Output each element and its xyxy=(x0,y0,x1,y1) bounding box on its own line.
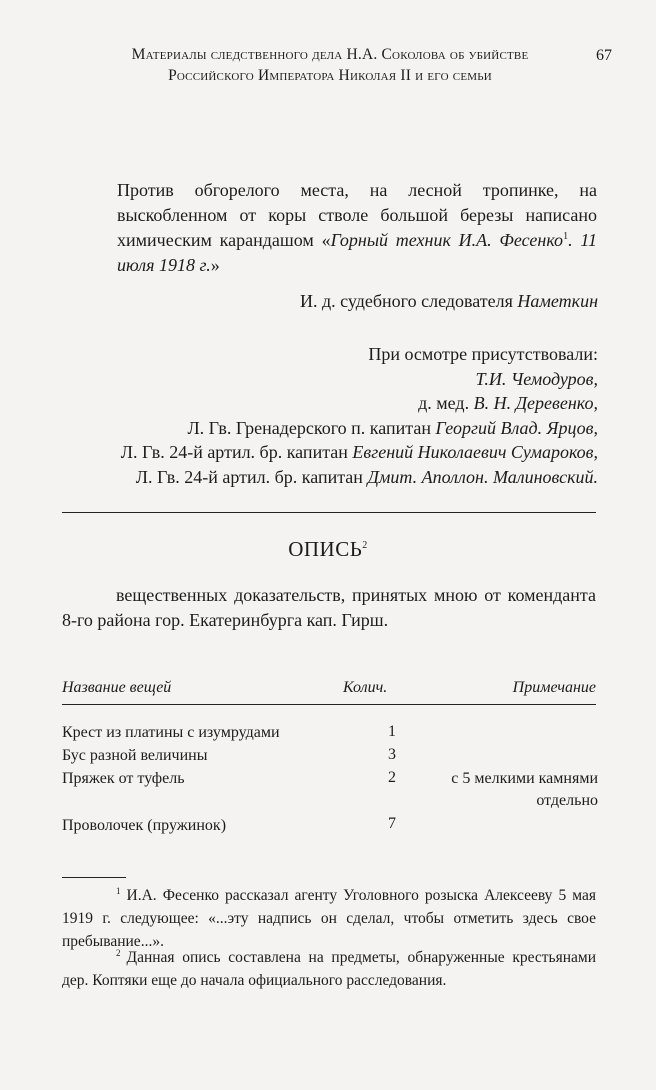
footnote-ref-2: 2 xyxy=(362,540,368,551)
inscription-date: . 11 июля 1918 г. xyxy=(117,230,597,275)
inscription-author: Горный техник И.А. Фесенко xyxy=(330,230,564,250)
signature-name: Наметкин xyxy=(517,291,598,311)
witness-3 xyxy=(121,416,598,441)
inventory-subtitle: вещественных доказательств, принятых мною от коменданта 8-го района гор. Екатеринбурга кап. Гирш. xyxy=(62,585,596,630)
header-line-2: Российского Императора Николая II и его семьи xyxy=(168,67,492,84)
row-1-qty: 1 xyxy=(388,723,396,740)
witness-5-title: Л. Гв. 24-й артил. бр. капитан xyxy=(135,466,368,487)
row-3-name: Пряжек от туфель xyxy=(62,770,185,787)
witness-1 xyxy=(121,367,598,392)
running-header xyxy=(60,44,600,86)
footnote-separator xyxy=(62,877,126,878)
witness-1-name: Т.И. Чемодуров, xyxy=(475,368,598,389)
witnesses-heading: При осмотре присутствовали: xyxy=(368,344,598,364)
witness-3-name: Георгий Влад. Ярцов, xyxy=(435,417,598,438)
column-header-name: Название вещей xyxy=(62,679,172,696)
witnesses-block xyxy=(121,342,598,489)
row-4-qty: 7 xyxy=(388,815,396,832)
paragraph-close-quote: » xyxy=(210,255,220,275)
column-header-qty: Колич. xyxy=(343,679,388,696)
witness-3-title: Л. Гв. Гренадерского п. капитан xyxy=(187,417,436,438)
footnote-2-text: Данная опись составлена на предметы, обнаруженные крестьянами дер. Коптяки еще до начала официального расследования. xyxy=(62,949,596,989)
witness-2-name: В. Н. Деревенко, xyxy=(473,393,598,413)
witness-4 xyxy=(121,440,598,465)
footnote-2 xyxy=(62,946,596,992)
footnote-1 xyxy=(62,884,596,953)
footnote-1-text: И.А. Фесенко рассказал агенту Уголовного розыска Алексееву 5 мая 1919 г. следующее: «...эту надпись он сделал, чтобы отметить здесь свое пребывание...». xyxy=(62,887,596,950)
footnote-1-mark: 1 xyxy=(116,885,121,896)
row-3-note: с 5 мелкими камнями отдельно xyxy=(451,770,598,809)
section-divider xyxy=(62,512,596,513)
witness-5-name: Дмит. Аполлон. Малиновский. xyxy=(367,466,598,487)
footnote-ref-1: 1 xyxy=(563,231,569,242)
inventory-title xyxy=(0,537,656,562)
witness-2-title: д. мед. xyxy=(418,393,474,413)
row-2-name: Бус разной величины xyxy=(62,747,208,764)
investigator-signature xyxy=(300,289,598,314)
row-3-qty: 2 xyxy=(388,769,396,786)
header-line-1: Материалы следственного дела Н.А. Соколова об убийстве xyxy=(131,46,529,63)
inventory-title-text: ОПИСЬ xyxy=(288,537,363,561)
paragraph-text: Против обгорелого места, на лесной тропинке, на выскобленном от коры стволе большой березы написано химическим карандашом « xyxy=(117,180,597,250)
table-header-rule xyxy=(62,704,596,705)
witness-5 xyxy=(121,465,598,490)
witness-4-name: Евгений Николаевич Сумароков, xyxy=(352,442,598,462)
column-header-note: Примечание xyxy=(512,679,596,696)
footnote-2-mark: 2 xyxy=(116,947,121,958)
row-2-qty: 3 xyxy=(388,746,396,763)
row-4-name: Проволочек (пружинок) xyxy=(62,817,227,834)
row-1-name: Крест из платины с изумрудами xyxy=(62,724,280,741)
page-number: 67 xyxy=(596,47,612,64)
signature-title: И. д. судебного следователя xyxy=(299,291,518,311)
inscription-paragraph xyxy=(117,178,597,278)
witness-2 xyxy=(121,391,598,416)
witness-4-title: Л. Гв. 24-й артил. бр. капитан xyxy=(120,442,353,462)
